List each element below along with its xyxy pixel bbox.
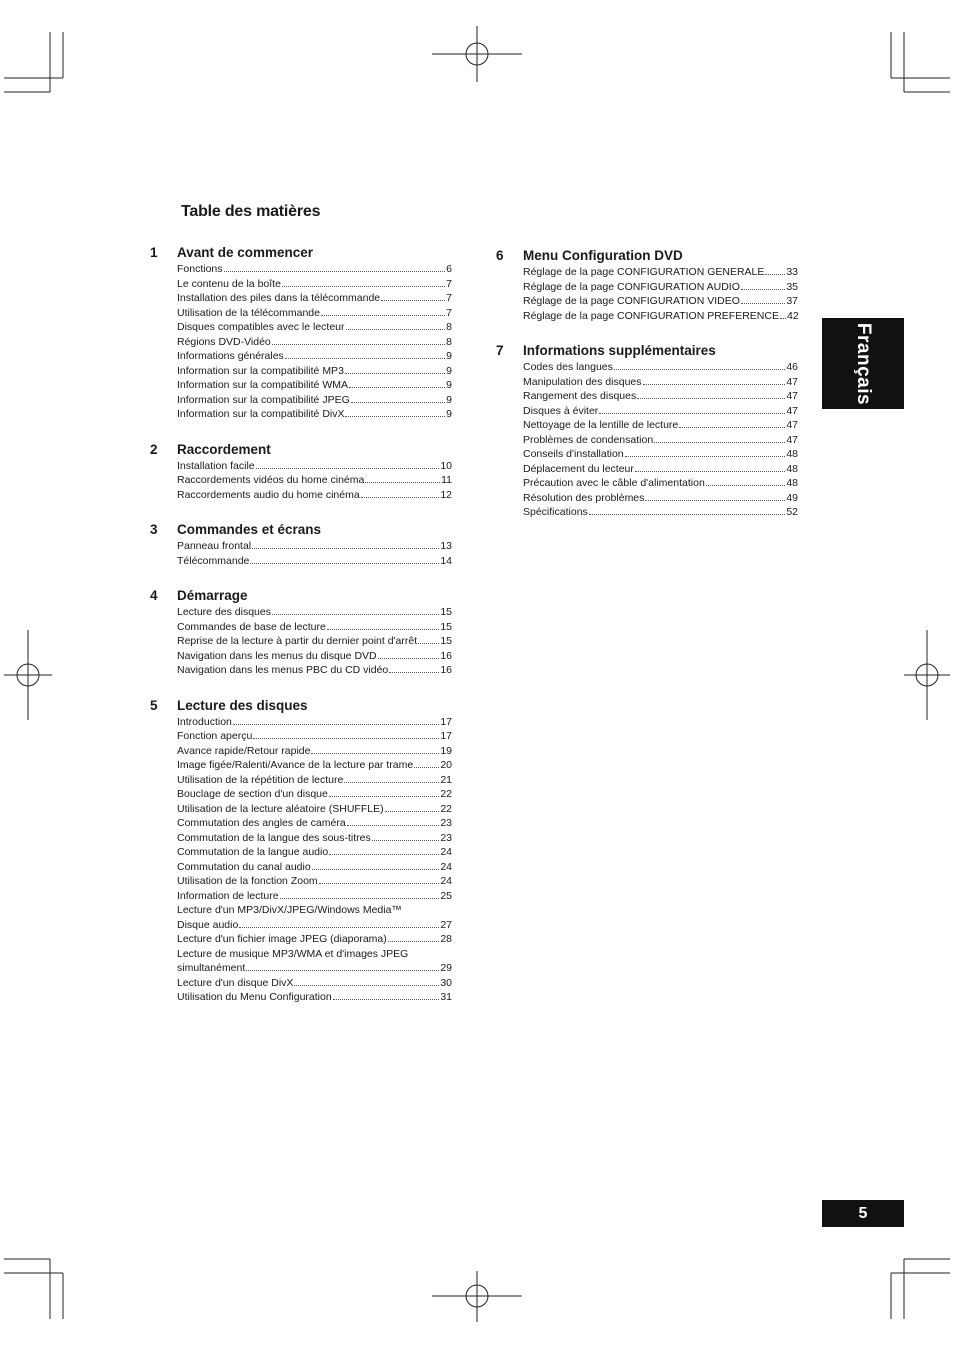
toc-entry-first-line: Lecture de musique MP3/WMA et d'images JPEG <box>177 947 409 960</box>
toc-entry-title: Navigation dans les menus du disque DVD <box>177 649 377 662</box>
toc-entry[interactable] <box>523 389 798 404</box>
toc-entry-page: 15 <box>440 635 452 647</box>
dot-leader <box>351 401 445 403</box>
toc-entry-page: 47 <box>786 390 798 402</box>
toc-entry-page: 16 <box>440 664 452 676</box>
dot-leader <box>294 984 439 986</box>
section-number: 7 <box>496 343 504 358</box>
toc-entry[interactable] <box>523 418 798 433</box>
toc-entry[interactable] <box>177 364 452 379</box>
toc-entry-page: 9 <box>446 364 452 377</box>
dot-leader <box>344 781 439 783</box>
toc-entry[interactable] <box>177 758 452 773</box>
toc-entry-title: Lecture d'un fichier image JPEG (diaporama) <box>177 933 387 945</box>
toc-entry-title: Utilisation de la fonction Zoom <box>177 875 318 887</box>
toc-entry-page: 9 <box>446 408 452 420</box>
toc-entry[interactable] <box>177 277 452 292</box>
toc-entry[interactable] <box>523 447 798 462</box>
toc-entry[interactable] <box>177 874 452 889</box>
toc-entry-page: 7 <box>446 277 452 290</box>
toc-entry-title: Utilisation du Menu Configuration <box>177 991 332 1003</box>
toc-entry-title: Problèmes de condensation <box>523 433 654 446</box>
section-heading <box>496 342 798 360</box>
toc-section <box>150 441 452 503</box>
section-number: 3 <box>150 522 158 537</box>
toc-section <box>150 697 452 1005</box>
toc-entry[interactable] <box>177 816 452 831</box>
toc-entry[interactable] <box>177 802 452 817</box>
toc-entry-title: Information de lecture <box>177 889 279 902</box>
dot-leader <box>312 868 440 870</box>
dot-leader <box>741 288 785 290</box>
page-number: 5 <box>822 1200 904 1227</box>
toc-entry[interactable] <box>177 961 452 976</box>
toc-entry-page: 10 <box>440 459 452 472</box>
toc-entry-page: 46 <box>786 361 798 373</box>
toc-entry-page: 24 <box>440 875 452 887</box>
toc-entry-page: 21 <box>440 773 452 786</box>
toc-entry-title: Utilisation de la répétition de lecture <box>177 773 344 786</box>
toc-entry[interactable] <box>177 488 452 503</box>
section-heading <box>150 441 452 459</box>
toc-entry-first-line: Lecture d'un MP3/DivX/JPEG/Windows Media™ <box>177 904 402 916</box>
toc-entry-title: Image figée/Ralenti/Avance de la lecture par trame <box>177 759 414 771</box>
toc-entry-title: Installation facile <box>177 459 255 472</box>
toc-entry[interactable] <box>177 620 452 635</box>
toc-entry-title: Manipulation des disques <box>523 375 642 388</box>
toc-entry[interactable] <box>177 378 452 393</box>
toc-entry-title: Commutation des angles de caméra <box>177 817 346 829</box>
dot-leader <box>252 547 439 549</box>
section-number: 1 <box>150 245 158 260</box>
toc-entry-page: 33 <box>786 266 798 278</box>
toc-entry-page: 47 <box>786 375 798 388</box>
dot-leader <box>345 415 445 417</box>
toc-entry-title: Spécifications <box>523 506 588 518</box>
toc-entry-title: Le contenu de la boîte <box>177 277 281 290</box>
toc-entry-page: 14 <box>440 554 452 567</box>
toc-entry-title: Commutation de la langue audio <box>177 846 329 858</box>
toc-entry-page: 15 <box>440 620 452 633</box>
toc-entry-page: 15 <box>440 606 452 618</box>
section-title: Raccordement <box>177 441 271 457</box>
toc-entry-page: 35 <box>786 280 798 293</box>
toc-entry-page: 48 <box>786 448 798 460</box>
toc-entry-page: 24 <box>440 860 452 873</box>
dot-leader <box>589 513 786 515</box>
toc-entry-title: Fonctions <box>177 263 223 275</box>
dot-leader <box>706 484 786 486</box>
toc-entry-title: Reprise de la lecture à partir du dernier point d'arrêt <box>177 635 418 647</box>
toc-entry[interactable] <box>177 845 452 860</box>
section-number: 6 <box>496 248 504 263</box>
dot-leader <box>349 386 445 388</box>
toc-entry-title: Panneau frontal <box>177 540 252 552</box>
toc-entry-page: 8 <box>446 335 452 348</box>
dot-leader <box>333 998 440 1000</box>
toc-entry-page: 7 <box>446 292 452 304</box>
dot-leader <box>414 766 439 768</box>
toc-entry-title: Bouclage de section d'un disque <box>177 788 328 800</box>
toc-entry-page: 7 <box>446 306 452 319</box>
toc-entry[interactable] <box>177 787 452 802</box>
toc-entry[interactable] <box>177 831 452 846</box>
toc-entry[interactable] <box>177 407 452 422</box>
toc-entry-page: 25 <box>440 889 452 902</box>
toc-entry-title: Résolution des problèmes. <box>523 491 648 504</box>
dot-leader <box>311 752 439 754</box>
section-heading <box>150 244 452 262</box>
dot-leader <box>280 897 440 899</box>
toc-entry-page: 11 <box>441 474 452 486</box>
dot-leader <box>272 613 439 615</box>
toc-entry-title: simultanément <box>177 962 246 974</box>
toc-entry[interactable] <box>177 990 452 1005</box>
section-title: Avant de commencer <box>177 245 314 260</box>
toc-entry[interactable] <box>177 539 452 554</box>
toc-entry-title: Utilisation de la lecture aléatoire (SHUFFLE) <box>177 802 384 815</box>
toc-entry-page: 48 <box>786 462 798 475</box>
toc-entry-page: 30 <box>440 976 452 989</box>
toc-entry[interactable] <box>177 291 452 306</box>
toc-entry-title: Réglage de la page CONFIGURATION AUDIO <box>523 280 740 293</box>
toc-entry[interactable] <box>523 505 798 520</box>
toc-entry-page: 22 <box>440 802 452 815</box>
toc-entry[interactable] <box>177 554 452 569</box>
dot-leader <box>381 299 445 301</box>
section-heading <box>150 587 452 605</box>
toc-entry-title: Avance rapide/Retour rapide <box>177 744 311 757</box>
dot-leader <box>765 273 785 275</box>
dot-leader <box>253 737 439 739</box>
toc-entry-page: 23 <box>440 831 452 844</box>
dot-leader <box>372 839 440 841</box>
dot-leader <box>327 628 439 630</box>
toc-entry-title: Raccordements audio du home cinéma <box>177 488 360 501</box>
toc-entry-title: Précaution avec le câble d'alimentation <box>523 477 705 489</box>
toc-section <box>496 342 798 520</box>
toc-entry-title: Commutation de la langue des sous-titres <box>177 831 371 844</box>
toc-entry[interactable] <box>177 393 452 408</box>
toc-entry[interactable] <box>177 459 452 474</box>
toc-section <box>496 247 798 323</box>
toc-entry-title: Réglage de la page CONFIGURATION GENERALE <box>523 266 765 278</box>
dot-leader <box>346 328 446 330</box>
section-title: Menu Configuration DVD <box>523 248 683 263</box>
toc-entry[interactable] <box>523 360 798 375</box>
dot-leader <box>679 426 785 428</box>
dot-leader <box>361 496 440 498</box>
toc-entry-title: Commandes de base de lecture <box>177 620 326 633</box>
dot-leader <box>385 810 440 812</box>
toc-entry[interactable] <box>523 294 798 309</box>
toc-entry-page: 47 <box>786 404 798 417</box>
dot-leader <box>741 302 785 304</box>
toc-entry[interactable] <box>177 605 452 620</box>
toc-entry-title: Disques à éviter <box>523 404 599 417</box>
dot-leader <box>345 372 445 374</box>
section-title: Commandes et écrans <box>177 522 322 537</box>
toc-entry[interactable] <box>523 462 798 477</box>
toc-entry-title: Information sur la compatibilité WMA <box>177 379 348 391</box>
dot-leader <box>256 467 440 469</box>
toc-section <box>150 587 452 678</box>
toc-entry[interactable] <box>177 976 452 991</box>
section-number: 2 <box>150 441 158 457</box>
toc-entry-page: 31 <box>440 991 452 1003</box>
toc-entry[interactable] <box>177 320 452 335</box>
toc-entry-title: Codes des langues <box>523 361 613 373</box>
dot-leader <box>365 481 440 483</box>
section-entries <box>177 715 452 1005</box>
toc-entry-title: Informations générales <box>177 350 284 362</box>
toc-entry-page: 9 <box>446 379 452 391</box>
dot-leader <box>246 969 439 971</box>
toc-section <box>150 521 452 568</box>
toc-entry[interactable] <box>177 473 452 488</box>
toc-entry-page: 9 <box>446 350 452 362</box>
toc-entry[interactable] <box>177 860 452 875</box>
dot-leader <box>654 441 785 443</box>
toc-entry[interactable] <box>523 375 798 390</box>
toc-entry-title: Fonction aperçu <box>177 730 253 742</box>
toc-entry[interactable] <box>177 729 452 744</box>
toc-entry-page: 49 <box>786 491 798 504</box>
toc-entry[interactable] <box>523 476 798 491</box>
dot-leader <box>388 940 440 942</box>
toc-entry-page: 9 <box>446 393 452 406</box>
section-entries <box>523 360 798 520</box>
toc-entry-title: Nettoyage de la lentille de lecture <box>523 419 679 431</box>
toc-entry-title: Information sur la compatibilité DivX <box>177 408 345 420</box>
section-heading <box>496 247 798 265</box>
dot-leader <box>378 657 440 659</box>
dot-leader <box>643 383 786 385</box>
language-tab <box>822 318 904 409</box>
section-entries <box>177 605 452 678</box>
toc-entry[interactable] <box>523 280 798 295</box>
section-heading <box>150 521 452 539</box>
toc-entry[interactable] <box>177 262 452 277</box>
toc-entry[interactable] <box>177 773 452 788</box>
toc-entry[interactable] <box>177 918 452 933</box>
toc-entry[interactable] <box>523 433 798 448</box>
toc-entry-title: Déplacement du lecteur <box>523 462 634 475</box>
toc-entry-page: 16 <box>440 649 452 662</box>
dot-leader <box>239 926 439 928</box>
toc-entry[interactable] <box>523 265 798 280</box>
toc-entry-page: 8 <box>446 321 452 333</box>
toc-entry-title: Réglage de la page CONFIGURATION VIDEO <box>523 295 740 307</box>
section-heading <box>150 697 452 715</box>
dot-leader <box>282 285 445 287</box>
toc-entry[interactable] <box>523 491 798 506</box>
toc-entry-page: 47 <box>786 419 798 431</box>
toc-entry-title: Navigation dans les menus PBC du CD vidéo <box>177 664 389 676</box>
section-entries <box>177 459 452 503</box>
toc-entry-title: Lecture d'un disque DivX <box>177 976 294 989</box>
page-title: Table des matières <box>181 203 321 220</box>
toc-entry-page: 27 <box>440 918 452 931</box>
toc-entry-title: Conseils d'installation <box>523 448 624 460</box>
toc-entry-page: 24 <box>440 846 452 858</box>
dot-leader <box>648 499 785 501</box>
toc-entry-page: 47 <box>786 433 798 446</box>
toc-entry-title: Disque audio <box>177 918 239 931</box>
toc-section <box>150 244 452 422</box>
toc-entry-page: 12 <box>440 488 452 501</box>
dot-leader <box>224 270 446 272</box>
dot-leader <box>347 824 440 826</box>
dot-leader <box>599 412 785 414</box>
toc-entry-title: Lecture des disques <box>177 606 271 618</box>
toc-entry[interactable] <box>523 309 798 324</box>
dot-leader <box>635 470 785 472</box>
toc-entry[interactable] <box>177 889 452 904</box>
toc-entry-page: 29 <box>440 962 452 974</box>
toc-entry-title: Utilisation de la télécommande <box>177 306 320 319</box>
dot-leader <box>614 368 785 370</box>
toc-entry[interactable] <box>177 306 452 321</box>
toc-entry-title: Information sur la compatibilité JPEG <box>177 393 350 406</box>
toc-entry-title: Raccordements vidéos du home cinéma <box>177 474 365 486</box>
section-title: Lecture des disques <box>177 697 308 713</box>
toc-entry-page: 23 <box>440 817 452 829</box>
toc-entry-page: 22 <box>440 788 452 800</box>
dot-leader <box>418 642 439 644</box>
toc-entry-page: 13 <box>440 540 452 552</box>
toc-entry[interactable] <box>177 744 452 759</box>
toc-entry-title: Rangement des disques <box>523 390 637 402</box>
toc-entry-page: 48 <box>786 477 798 489</box>
section-title: Démarrage <box>177 588 248 603</box>
toc-entry-page: 6 <box>446 263 452 275</box>
section-entries <box>523 265 798 323</box>
section-entries <box>177 262 452 422</box>
dot-leader <box>319 882 440 884</box>
toc-entry[interactable] <box>177 634 452 649</box>
dot-leader <box>321 314 445 316</box>
toc-entry-page: 20 <box>440 759 452 771</box>
dot-leader <box>329 795 439 797</box>
toc-entry[interactable] <box>177 349 452 364</box>
toc-entry-title: Télécommande <box>177 554 250 567</box>
toc-entry-title: Disques compatibles avec le lecteur <box>177 321 345 333</box>
toc-entry-title: Introduction <box>177 715 232 728</box>
dot-leader <box>625 455 786 457</box>
toc-entry-title: Réglage de la page CONFIGURATION PREFERENCE <box>523 309 779 322</box>
toc-entry-title: Régions DVD-Vidéo <box>177 335 271 348</box>
toc-entry-page: 52 <box>786 506 798 518</box>
toc-entry-page: 17 <box>440 715 452 728</box>
toc-entry-page: 19 <box>440 744 452 757</box>
toc-column-right <box>496 247 798 539</box>
toc-entry[interactable] <box>523 404 798 419</box>
dot-leader <box>329 853 439 855</box>
toc-entry[interactable] <box>177 649 452 664</box>
section-number: 5 <box>150 697 158 713</box>
dot-leader <box>780 317 786 319</box>
dot-leader <box>233 723 439 725</box>
section-title: Informations supplémentaires <box>523 343 716 358</box>
toc-entry-page: 17 <box>440 730 452 742</box>
toc-entry[interactable] <box>177 932 452 947</box>
toc-entry-title: Installation des piles dans la télécommande <box>177 292 381 304</box>
toc-entry-page: 42 <box>786 309 799 322</box>
dot-leader <box>272 343 445 345</box>
section-number: 4 <box>150 588 158 603</box>
section-entries <box>177 539 452 568</box>
dot-leader <box>250 562 439 564</box>
dot-leader <box>637 397 785 399</box>
toc-entry-page: 37 <box>786 295 798 307</box>
toc-entry-title: Commutation du canal audio <box>177 860 311 873</box>
toc-entry[interactable] <box>177 335 452 350</box>
language-tab-label: Français <box>853 322 874 405</box>
toc-entry[interactable] <box>177 715 452 730</box>
toc-entry[interactable] <box>177 663 452 678</box>
dot-leader <box>389 671 439 673</box>
toc-entry-title: Information sur la compatibilité MP3 <box>177 364 344 377</box>
toc-column-left <box>150 244 452 1024</box>
dot-leader <box>285 357 445 359</box>
toc-entry-page: 28 <box>440 933 452 945</box>
